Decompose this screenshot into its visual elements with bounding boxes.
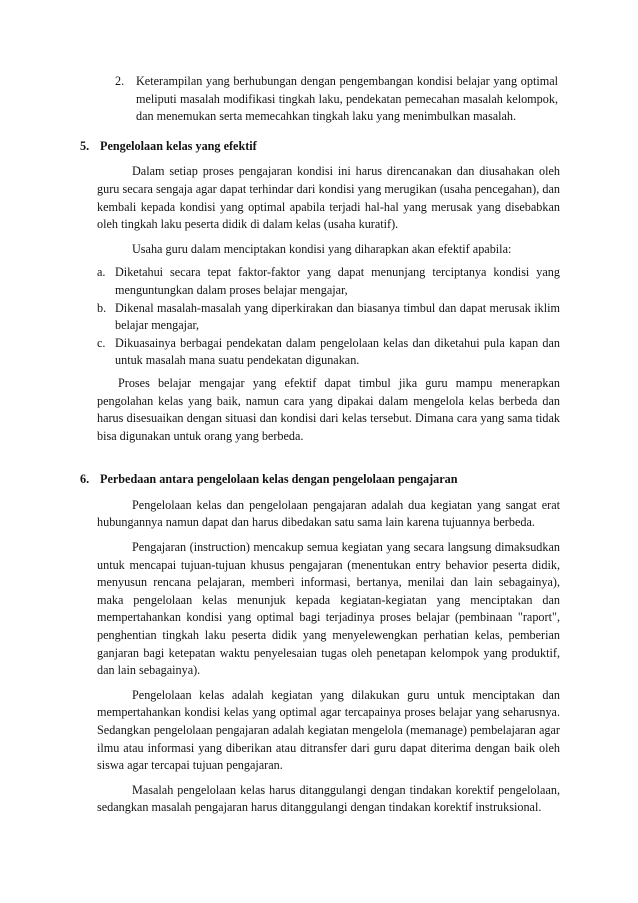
section-title: Perbedaan antara pengelolaan kelas dengan pengelolaan pengajaran	[100, 472, 458, 487]
paragraph: Pengajaran (instruction) mencakup semua kegiatan yang secara langsung dimaksudkan untuk mencapai tujuan-tujuan khusus pengajaran (menentukan entry behavior peserta didik, menyusun rencana pelajaran, memberi informasi, bertanya, menilai dan lain sebagainya), maka pengelolaan kelas menunjuk kepada kegiatan-kegiatan yang menciptakan dan mempertahankan kondisi yang optimal bagi terjadinya proses belajar (pembinaan "raport", penghentian tingkah laku peserta didik yang menyelewengkan perhatian kelas, pemberian ganjaran bagi ketepatan waktu penyelesaian tugas oleh penetapan kelompok yang produktif, dan lain sebagainya).	[97, 540, 560, 678]
list-item-text: Keterampilan yang berhubungan dengan pengembangan kondisi belajar yang optimal meliputi masalah modifikasi tingkah laku, pendekatan pemecahan masalah kelompok, dan menemukan serta memecahkan tingkah laku yang menimbulkan masalah.	[136, 74, 558, 124]
section-number: 6.	[80, 472, 90, 487]
section-5-heading	[80, 138, 560, 156]
list-item	[97, 264, 560, 299]
list-item-text: Dikenal masalah-masalah yang diperkirakan dan biasanya timbul dan dapat merusak iklim belajar mengajar,	[115, 300, 560, 333]
list-item	[97, 335, 560, 370]
paragraph: Masalah pengelolaan kelas harus ditanggulangi dengan tindakan korektif pengelolaan, sedangkan masalah pengajaran harus ditanggulangi dengan tindakan korektif instruksional.	[97, 782, 560, 815]
section-title: Pengelolaan kelas yang efektif	[100, 138, 257, 153]
paragraph: Dalam setiap proses pengajaran kondisi ini harus direncanakan dan diusahakan oleh guru secara sengaja agar dapat terhindar dari kondisi yang merugikan (usaha pencegahan), dan kembali kepada kondisi yang optimal apabila terjadi hal-hal yang merusak yang disebabkan oleh tingkah laku peserta didik di dalam kelas (usaha kuratif).	[97, 164, 560, 232]
list-marker: b.	[97, 300, 107, 315]
section-6-heading	[80, 471, 560, 489]
paragraph: Pengelolaan kelas adalah kegiatan yang dilakukan guru untuk menciptakan dan mempertahankan kondisi kelas yang optimal agar tercapainya proses belajar yang seharusnya. Sedangkan pengelolaan pengajaran adalah kegiatan mengelola (memanage) pembelajaran agar ilmu atau informasi yang diberikan atau ditransfer dari guru dapat diterima dengan baik oleh siswa agar tercapai tujuan pengajaran.	[97, 687, 560, 773]
section-number: 5.	[80, 138, 90, 153]
criteria-list	[0, 264, 638, 370]
list-marker: c.	[97, 335, 106, 350]
paragraph: Proses belajar mengajar yang efektif dapat timbul jika guru mampu menerapkan pengolahan kelas yang baik, namun cara yang dipakai dalam mengelola kelas berbeda dan harus disesuaikan dengan situasi dan kondisi dari kelas tersebut. Dimana cara yang sama tidak bisa digunakan untuk orang yang berbeda.	[97, 375, 560, 443]
list-marker: a.	[97, 265, 106, 280]
list-item	[97, 300, 560, 335]
list-item-text: Diketahui secara tepat faktor-faktor yang dapat menunjang terciptanya kondisi yang menguntungkan dalam proses belajar mengajar,	[115, 265, 560, 297]
list-item-number: 2.	[115, 74, 125, 88]
paragraph: Usaha guru dalam menciptakan kondisi yang diharapkan akan efektif apabila:	[132, 241, 512, 256]
paragraph: Pengelolaan kelas dan pengelolaan pengajaran adalah dua kegiatan yang sangat erat hubungannya namun dapat dan harus dibedakan satu sama lain karena tujuannya berbeda.	[97, 497, 560, 530]
list-item-text: Dikuasainya berbagai pendekatan dalam pengelolaan kelas dan diketahui pula kapan dan untuk masalah mana suatu pendekatan digunakan.	[115, 335, 560, 368]
list-item-2	[115, 73, 558, 126]
